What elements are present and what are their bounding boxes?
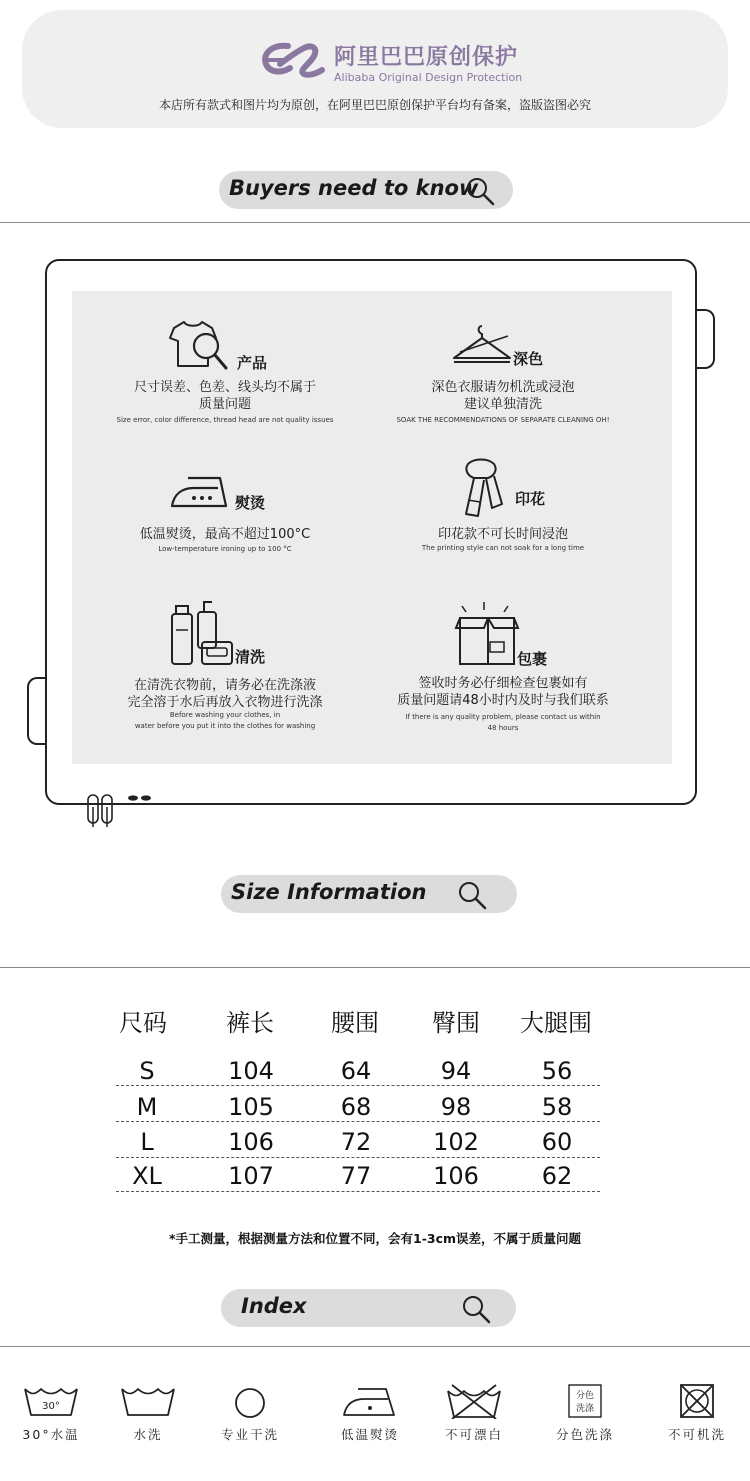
no-machine-wash-icon (667, 1383, 727, 1419)
section-title-buyers: Buyers need to know (229, 176, 479, 200)
notice-english: SOAK THE RECOMMENDATIONS OF SEPARATE CLEANING OH! (396, 416, 610, 424)
table-cell: 58 (541, 1093, 573, 1121)
notice-text: 印花款不可长时间浸泡 (437, 527, 568, 542)
section-title-index: Index (241, 1294, 307, 1318)
table-cell: 77 (340, 1162, 372, 1190)
low-iron-icon (340, 1383, 400, 1419)
measurement-footnote: *手工测量，根据测量方法和位置不同，会有1-3cm误差，不属于质量问题 (168, 1231, 582, 1246)
row-divider (116, 1157, 600, 1158)
table-cell: 98 (440, 1093, 472, 1121)
table-cell: XL (132, 1162, 162, 1190)
care-label: 专业干洗 (220, 1427, 279, 1442)
notice-label: 清洗 (235, 648, 266, 666)
care-item-separate-wash (540, 1383, 630, 1443)
hand-wash-tub-icon (118, 1383, 178, 1419)
separate-wash-mark: 分色 (575, 1391, 595, 1401)
section-divider (0, 967, 750, 968)
notice-text: 尺寸误差、色差、线头均不属于 (133, 380, 316, 395)
magnifier-icon (457, 880, 487, 910)
table-cell: S (139, 1057, 155, 1085)
table-cell: 64 (340, 1057, 372, 1085)
table-cell: 106 (433, 1162, 479, 1190)
table-cell: 104 (228, 1057, 274, 1085)
care-item-low-iron (325, 1383, 415, 1443)
care-item-no-bleach (429, 1383, 519, 1443)
banner-notice: 本店所有款式和图片均为原创，在阿里巴巴原创保护平台均有备案，盗版盗图必究 (158, 98, 591, 112)
table-cell: 105 (228, 1093, 274, 1121)
notice-english: If there is any quality problem, please contact us within (405, 713, 601, 721)
table-cell: 102 (433, 1128, 479, 1156)
hanger-icon (450, 320, 516, 370)
care-label: 不可机洗 (667, 1427, 726, 1442)
table-header: 裤长 (226, 1009, 274, 1037)
notice-label: 产品 (237, 354, 268, 372)
table-cell: 56 (541, 1057, 573, 1085)
care-label: 分色洗涤 (555, 1427, 614, 1442)
care-item-water-wash (103, 1383, 193, 1443)
notice-text: 深色衣服请勿机洗或浸泡 (431, 380, 575, 395)
notice-english: water before you put it into the clothes for washing (134, 722, 316, 730)
table-cell: 106 (228, 1128, 274, 1156)
notice-label: 熨烫 (235, 494, 266, 512)
notice-english: Before washing your clothes, in (169, 711, 281, 719)
table-header: 大腿围 (520, 1009, 592, 1037)
wash-30-icon (21, 1383, 81, 1419)
table-cell: 68 (340, 1093, 372, 1121)
section-header-size (221, 875, 517, 913)
care-item-no-machine-wash (652, 1383, 742, 1443)
device-side-tab (27, 677, 47, 745)
table-cell: 60 (541, 1128, 573, 1156)
notice-text: 质量问题请48小时内及时与我们联系 (397, 693, 609, 708)
care-label: 不可漂白 (444, 1427, 503, 1442)
alibaba-logo-icon (258, 38, 326, 82)
care-item-30-degree (6, 1383, 96, 1443)
section-divider (0, 222, 750, 223)
table-cell: M (136, 1093, 158, 1121)
care-label: 低温熨烫 (340, 1427, 399, 1442)
section-header-buyers (219, 171, 513, 209)
notice-card-printing (358, 456, 648, 560)
notice-text: 建议单独清洗 (463, 397, 542, 412)
detergent-bottles-icon (166, 598, 236, 666)
table-cell: 72 (340, 1128, 372, 1156)
notice-text: 在清洗衣物前，请务必在洗涤液 (133, 678, 316, 693)
notice-card-dark-colors (358, 316, 648, 426)
notice-card-package (358, 600, 648, 736)
notice-text: 签收时务必仔细检查包裹如有 (418, 676, 588, 691)
iron-icon (168, 472, 234, 512)
table-header: 尺码 (119, 1009, 167, 1037)
notice-label: 印花 (515, 490, 546, 508)
separate-wash-mark: 洗涤 (575, 1404, 595, 1414)
table-cell: 107 (228, 1162, 274, 1190)
notice-text: 质量问题 (198, 397, 251, 412)
row-divider (116, 1085, 600, 1086)
table-cell: 94 (440, 1057, 472, 1085)
notice-label: 包裹 (517, 650, 548, 668)
row-divider (116, 1121, 600, 1122)
package-box-icon (454, 600, 520, 668)
section-title-size: Size Information (231, 880, 427, 904)
device-side-tab (695, 309, 715, 369)
original-protection-banner (22, 10, 728, 128)
notice-card-washing (80, 598, 370, 734)
notice-text: 完全溶于水后再放入衣物进行洗涤 (127, 695, 323, 710)
banner-subtitle: Alibaba Original Design Protection (334, 71, 523, 84)
notice-label: 深色 (513, 350, 544, 368)
row-divider (116, 1191, 600, 1192)
notice-card-product (80, 316, 370, 426)
table-cell: L (140, 1128, 154, 1156)
section-divider (0, 1346, 750, 1347)
device-buttons-icon (86, 793, 156, 829)
notice-english: Size error, color difference, thread head are not quality issues (116, 416, 334, 424)
notice-text: 低温熨烫，最高不超过100°C (139, 527, 311, 542)
magnifier-icon (461, 1294, 491, 1324)
table-header: 腰围 (331, 1009, 379, 1037)
banner-title: 阿里巴巴原创保护 (334, 45, 519, 70)
wash-temp-mark: 30° (42, 1401, 60, 1412)
notice-card-ironing (80, 470, 370, 560)
scarf-icon (458, 456, 504, 520)
tshirt-magnifier-icon (166, 316, 236, 372)
section-header-index (221, 1289, 516, 1327)
no-bleach-icon (444, 1383, 504, 1419)
notice-english: The printing style can not soak for a long time (421, 544, 585, 552)
care-item-dry-clean (205, 1383, 295, 1443)
table-cell: 62 (541, 1162, 573, 1190)
notice-english: 48 hours (487, 724, 519, 732)
dry-clean-circle-icon (220, 1383, 280, 1419)
table-header: 臀围 (432, 1009, 480, 1037)
care-label: 30°水温 (22, 1427, 80, 1442)
notice-english: Low-temperature ironing up to 100 °C (158, 545, 292, 553)
magnifier-icon (465, 176, 495, 206)
care-label: 水洗 (133, 1427, 163, 1442)
separate-wash-icon (555, 1383, 615, 1419)
